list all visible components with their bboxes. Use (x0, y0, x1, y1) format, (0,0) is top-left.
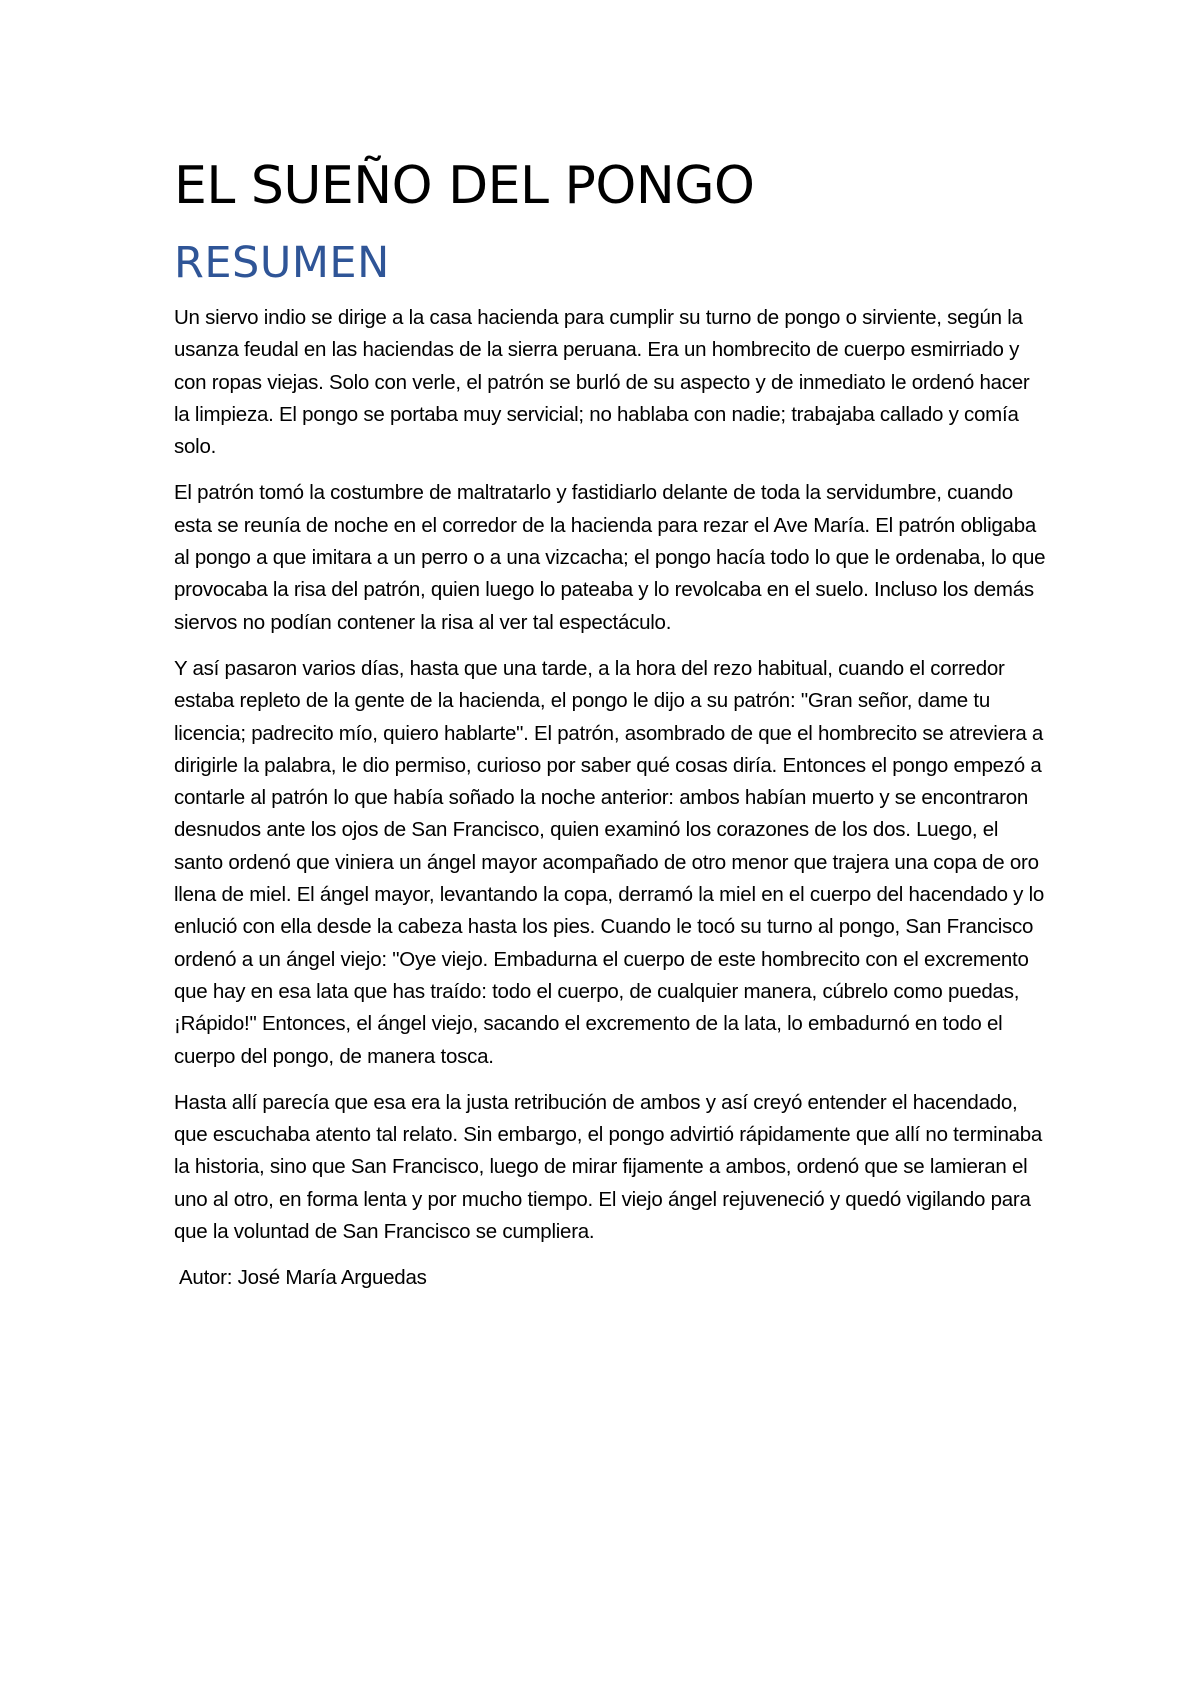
section-heading-resumen: RESUMEN (174, 238, 390, 288)
paragraph-2: El patrón tomó la costumbre de maltratarlo y fastidiarlo delante de toda la servidumbre, cuando esta se reunía de noche en el corredor de la hacienda para rezar el Ave María. El patrón obligaba al pongo a que imitara a un perro o a una vizcacha; el pongo hacía todo lo que le ordenaba, lo que provocaba la risa del patrón, quien luego lo pateaba y lo revolcaba en el suelo. Incluso los demás siervos no podían contener la risa al ver tal espectáculo. (174, 481, 1046, 634)
paragraph-1: Un siervo indio se dirige a la casa hacienda para cumplir su turno de pongo o sirviente, según la usanza feudal en las haciendas de la sierra peruana. Era un hombrecito de cuerpo esmirriado y con ropas viejas. Solo con verle, el patrón se burló de su aspecto y de inmediato le ordenó hacer la limpieza. El pongo se portaba muy servicial; no hablaba con nadie; trabajaba callado y comía solo. (174, 306, 1030, 459)
document-title: EL SUEÑO DEL PONGO (174, 156, 755, 216)
paragraph-4: Hasta allí parecía que esa era la justa retribución de ambos y así creyó entender el hacendado, que escuchaba atento tal relato. Sin embargo, el pongo advirtió rápidamente que allí no terminaba la historia, sino que San Francisco, luego de mirar fijamente a ambos, ordenó que se lamieran el uno al otro, en forma lenta y por mucho tiempo. El viejo ángel rejuveneció y quedó vigilando para que la voluntad de San Francisco se cumpliera. (174, 1090, 1043, 1244)
document-body (174, 150, 1046, 1294)
paragraph-3: Y así pasaron varios días, hasta que una tarde, a la hora del rezo habitual, cuando el corredor estaba repleto de la gente de la hacienda, el pongo le dijo a su patrón: "Gran señor, dame tu licencia; padrecito mío, quiero hablarte". El patrón, asombrado de que el hombrecito se atreviera a dirigirle la palabra, le dio permiso, curioso por saber qué cosas diría. Entonces el pongo empezó a contarle al patrón lo que había soñado la noche anterior: ambos habían muerto y se encontraron desnudos ante los ojos de San Francisco, quien examinó los corazones de los dos. Luego, el santo ordenó que viniera un ángel mayor acompañado de otro menor que trajera una copa de oro llena de miel. El ángel mayor, levantando la copa, derramó la miel en el cuerpo del hacendado y lo enlució con ella desde la cabeza hasta los pies. Cuando le tocó su turno al pongo, San Francisco ordenó a un ángel viejo: "Oye viejo. Embadurna el cuerpo de este hombrecito con el excremento que hay en esa lata que has traído: todo el cuerpo, de cualquier manera, cúbrelo como puedas, ¡Rápido!" Entonces, el ángel viejo, sacando el excremento de la lata, lo embadurnó en todo el cuerpo del pongo, de manera tosca. (174, 656, 1045, 1068)
author-line: Autor: José María Arguedas (179, 1266, 427, 1290)
